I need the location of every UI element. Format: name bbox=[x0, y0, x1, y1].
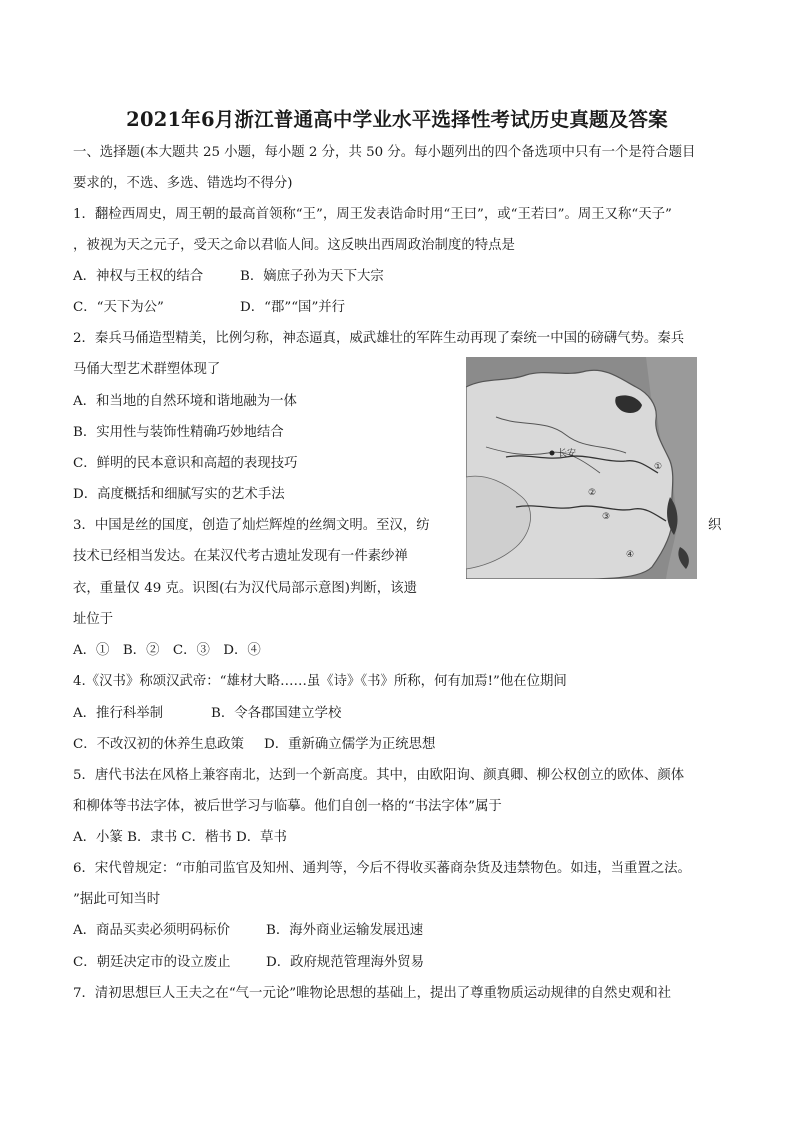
q4-option-d: D．重新确立儒学为正统思想 bbox=[264, 737, 436, 752]
q2-stem-line-2: 马俑大型艺术群塑体现了 bbox=[73, 362, 221, 377]
q6-stem-line-2: ”据此可知当时 bbox=[73, 892, 161, 907]
q4-option-c: C．不改汉初的休养生息政策 bbox=[73, 737, 244, 752]
q3-stem-line-1: 3．中国是丝的国度，创造了灿烂辉煌的丝绸文明。至汉，纺 bbox=[73, 518, 430, 533]
section-intro-line-2: 要求的，不选、多选、错选均不得分) bbox=[73, 176, 293, 191]
q6-option-d: D．政府规范管理海外贸易 bbox=[266, 955, 425, 970]
q3-stem-line-3: 衣，重量仅 49 克。识图(右为汉代局部示意图)判断，该遗 bbox=[73, 581, 417, 596]
q2-option-d: D．高度概括和细腻写实的艺术手法 bbox=[73, 487, 285, 502]
city-label-changan: 长安 bbox=[558, 449, 577, 459]
q5-options: A．小篆 B．隶书 C．楷书 D．草书 bbox=[73, 830, 287, 845]
q1-stem-line-2: ，被视为天之元子，受天之命以君临人间。这反映出西周政治制度的特点是 bbox=[73, 238, 515, 253]
q1-option-d: D．“郡”“国”并行 bbox=[240, 300, 346, 315]
map-marker-1: ① bbox=[654, 462, 663, 472]
q6-option-c: C．朝廷决定市的设立废止 bbox=[73, 955, 231, 970]
q3-stem-line-2: 技术已经相当发达。在某汉代考古遗址发现有一件素纱禅 bbox=[73, 549, 408, 564]
q1-option-c: C．“天下为公” bbox=[73, 300, 164, 315]
q3-stem-line-1-tail: 织 bbox=[708, 518, 722, 533]
document-title: 2021年6月浙江普通高中学业水平选择性考试历史真题及答案 bbox=[126, 108, 668, 131]
q7-stem-line-1: 7．清初思想巨人王夫之在“气一元论”唯物论思想的基础上，提出了尊重物质运动规律的自然史观和社 bbox=[73, 986, 672, 1001]
q3-stem-line-4: 址位于 bbox=[73, 612, 114, 627]
q2-option-c: C．鲜明的民本意识和高超的表现技巧 bbox=[73, 456, 298, 471]
q6-option-a: A．商品买卖必须明码标价 bbox=[73, 923, 230, 938]
han-dynasty-map bbox=[466, 357, 697, 579]
map-marker-2: ② bbox=[588, 488, 597, 498]
map-marker-3: ③ bbox=[602, 512, 611, 522]
section-intro-line-1: 一、选择题(本大题共 25 小题，每小题 2 分，共 50 分。每小题列出的四个备选项中只有一个是符合题目 bbox=[73, 145, 696, 160]
han-map-graphic bbox=[466, 357, 697, 579]
q4-stem: 4.《汉书》称颂汉武帝：“雄材大略……虽《诗》《书》所称，何有加焉!”他在位期间 bbox=[73, 674, 567, 689]
q2-option-a: A．和当地的自然环境和谐地融为一体 bbox=[73, 394, 297, 409]
q3-options: A．① B．② C．③ D．④ bbox=[73, 643, 261, 658]
q6-option-b: B．海外商业运输发展迅速 bbox=[266, 923, 424, 938]
city-dot-changan bbox=[550, 451, 555, 456]
q2-option-b: B．实用性与装饰性精确巧妙地结合 bbox=[73, 425, 284, 440]
map-marker-4: ④ bbox=[626, 550, 635, 560]
q5-stem-line-1: 5．唐代书法在风格上兼容南北，达到一个新高度。其中，由欧阳询、颜真卿、柳公权创立的欧体、颜体 bbox=[73, 768, 685, 783]
q1-option-b: B．嫡庶子孙为天下大宗 bbox=[240, 269, 384, 284]
q2-stem-line-1: 2．秦兵马俑造型精美，比例匀称，神态逼真，威武雄壮的军阵生动再现了秦统一中国的磅礴气势。秦兵 bbox=[73, 331, 685, 346]
q6-stem-line-1: 6．宋代曾规定：“市舶司监官及知州、通判等，今后不得收买蕃商杂货及违禁物色。如违，当重置之法。 bbox=[73, 861, 691, 876]
q4-option-a: A．推行科举制 bbox=[73, 706, 164, 721]
q5-stem-line-2: 和柳体等书法字体，被后世学习与临摹。他们自创一格的“书法字体”属于 bbox=[73, 799, 502, 814]
q1-option-a: A．神权与王权的结合 bbox=[73, 269, 204, 284]
q4-option-b: B．令各郡国建立学校 bbox=[211, 706, 342, 721]
q1-stem-line-1: 1．翻检西周史，周王朝的最高首领称“王”，周王发表诰命时用“王曰”，或“王若曰”。周王又称“天子” bbox=[73, 207, 672, 222]
